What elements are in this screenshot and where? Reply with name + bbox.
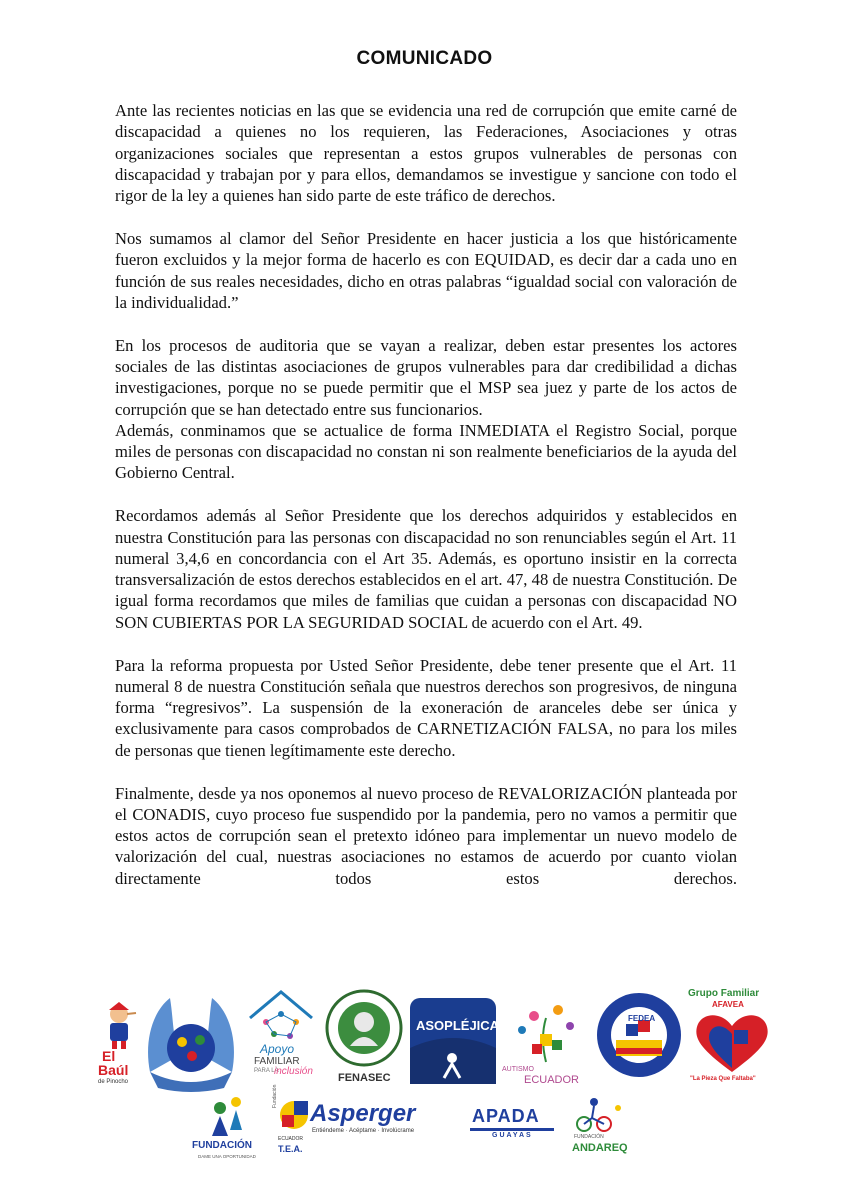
logo-asoplejica [410,998,500,1084]
logo-autismo-ecuador [500,998,592,1090]
logo-baul-text-1: El [102,1048,116,1064]
puzzle-heart-icon [692,1010,772,1074]
pinocho-icon [98,1000,140,1050]
logo-andareq-top: FUNDACIÓN [574,1134,604,1140]
logo-andareq [570,1094,630,1164]
logo-hands-foundation [142,992,240,1092]
logo-apoyo-text-2: FAMILIAR [254,1056,300,1067]
logo-baul-text-3: de Pinocho [98,1079,129,1085]
fenasec-seal-icon [324,988,404,1068]
logo-apoyo-text-1: Apoyo [260,1042,295,1056]
document-title: COMUNICADO [356,48,493,69]
people-star-icon [190,1094,260,1138]
logo-apoyo-familiar [244,988,318,1092]
paragraph-4: Además, conminamos que se actualice de forma INMEDIATA el Registro Social, porque miles de personas con discapacidad no constan ni son realmente beneficiarios de la ayuda del Gobierno Central. [115,420,737,483]
logo-apada-guayas [470,1104,554,1156]
logo-afavea-text-2: AFAVEA [712,1000,744,1009]
logo-afavea-slogan: "La Pieza Que Faltaba" [690,1076,756,1082]
paragraph-5: Recordamos además al Señor Presidente que los derechos adquiridos y establecidos en nuestra Constitución para las personas con discapacidad no son renunciables según el Art. 11 numeral 3,4,6 en concordancia con el Art 35. Además, es oportuno insistir en la correcta transversalización de estos derechos establecidos en el art. 47, 48 de nuestra Constitución. De igual forma recordamos que miles de familias que cuidan a personas con discapacidad NO SON CUBIERTAS POR LA SEGURIDAD SOCIAL de acuerdo con el Art. 49. [115,506,737,632]
logo-asperger-tagline: Entiéndeme · Acéptame · Involúcrame [312,1128,415,1134]
logo-apoyo-text-4: inclusión [274,1066,313,1077]
logo-baul-text-2: Baúl [98,1062,129,1078]
logo-fenasec-text: FENASEC [338,1072,391,1084]
logos-row-1 [98,988,778,1098]
logo-apada-text: APADA [472,1106,540,1126]
logo-fedea-text: FEDEA [628,1014,656,1023]
logo-autismo-text-2: ECUADOR [524,1074,580,1086]
fedea-seal-icon [594,990,684,1080]
logo-afavea-text-1: Grupo Familiar [688,988,760,999]
logo-andareq-text: ANDAREQ [572,1142,628,1154]
logo-fundacion-dame-oportunidad [190,1094,260,1166]
document-body [115,100,737,889]
logo-asperger-prefix: Fundación [272,1084,278,1108]
logo-fundacion-sub: DAME UNA OPORTUNIDAD [198,1154,256,1159]
logo-asperger-tea: T.E.A. [278,1144,303,1154]
paragraph-1: Ante las recientes noticias en las que se evidencia una red de corrupción que emite carné de discapacidad a quienes no los requieren, las Federaciones, Asociaciones y otras organizaciones sociales que representan a estos grupos vulnerables de personas con discapacidad y trabajan por y para ellos, demandamos se investigue y sancione con todo el rigor de la ley a quienes han sido parte de este tráfico de derechos. [115,101,737,206]
logo-asoplejica-text: ASOPLÉJICA [416,1018,500,1033]
logo-autismo-text-1: AUTISMO [502,1066,534,1073]
house-network-icon [244,988,318,1050]
logo-afavea [686,988,778,1092]
paragraph-7: Finalmente, desde ya nos oponemos al nuevo proceso de REVALORIZACIÓN planteada por el CONADIS, cuyo proceso fue suspendido por la pandemia, pero no vamos a permitir que estos actos de corrupción sean el pretexto idóneo para implementar un nuevo modelo de valorización del cual, nuestras asociaciones no estamos de acuerdo por cuanto violan directamente todos estos derechos. [115,783,737,888]
logos-row-2 [190,1084,660,1168]
logo-fedea [594,990,684,1080]
logo-fundacion-asperger [270,1084,450,1164]
cyclists-icon [570,1094,630,1134]
logo-fenasec [324,988,404,1092]
puzzle-globe-icon [278,1098,310,1132]
logo-apada-city: GUAYAS [492,1132,533,1139]
logo-fundacion-text: FUNDACIÓN [192,1140,252,1151]
logo-el-baul-pinocho [98,1000,140,1092]
logo-asperger-text: Asperger [310,1100,416,1127]
logo-asperger-country: ECUADOR [278,1136,304,1142]
hands-logo-icon [142,992,240,1092]
paragraph-2: Nos sumamos al clamor del Señor Presidente en hacer justicia a los que históricamente fueron excluidos y la mejor forma de hacerlo es con EQUIDAD, es decir dar a cada uno en función de sus reales necesidades, dicho en otras palabras “igualdad social con valoración de la individualidad.” [115,228,737,312]
butterflies-puzzle-icon [500,998,592,1064]
logo-apoyo-text-3: PARA LA [254,1068,279,1074]
paragraph-3: En los procesos de auditoria que se vayan a realizar, deben estar presentes los actores sociales de las distintas asociaciones de grupos vulnerables para dar credibilidad a dichas investigaciones, porque no se puede permitir que el MSP sea juez y parte de los actos de corrupción que se han detectado entre sus funcionarios. [115,335,737,419]
paragraph-6: Para la reforma propuesta por Usted Señor Presidente, debe tener presente que el Art. 11 numeral 8 de nuestra Constitución señala que nuestros derechos son progresivos, de ninguna forma “regresivos”. La suspensión de la exoneración de aranceles debe ser única y exclusivamente para casos comprobados de CARNETIZACIÓN FALSA, no para los miles de personas que tienen legítimamente este derecho. [115,655,737,760]
asoplejica-badge-icon [410,998,496,1084]
